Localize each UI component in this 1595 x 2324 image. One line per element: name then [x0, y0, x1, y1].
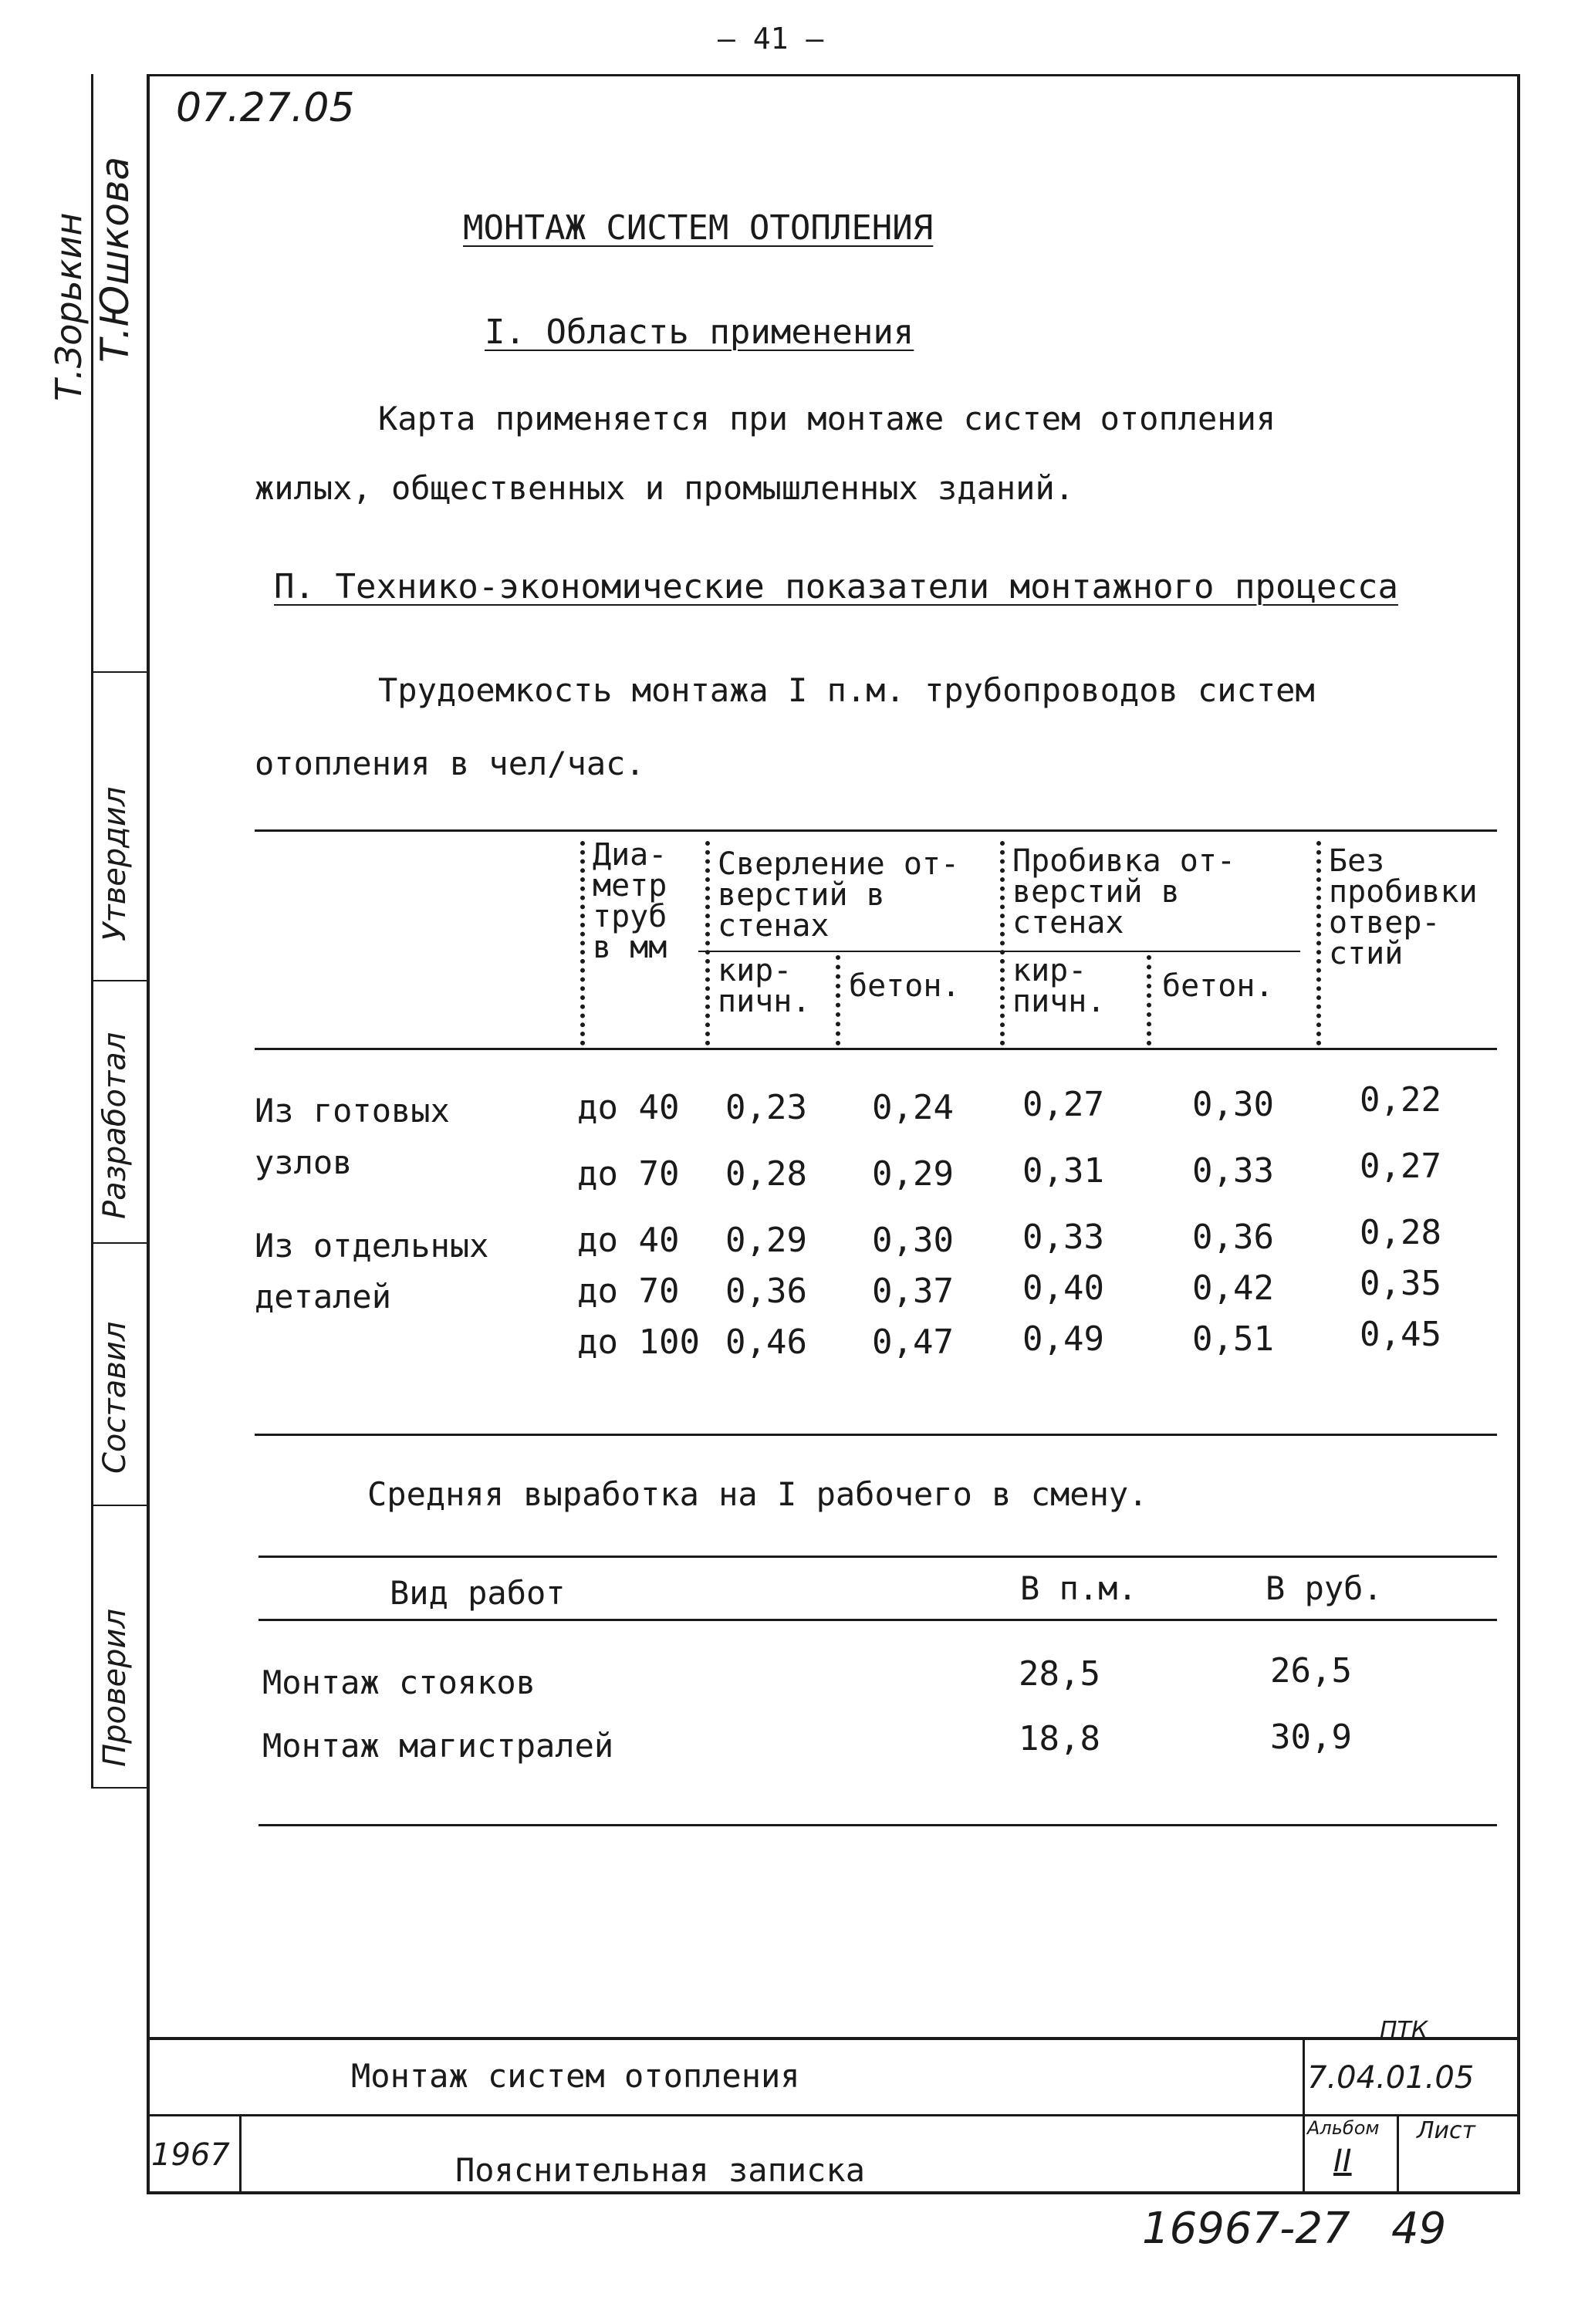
row-label: деталей [255, 1278, 392, 1316]
cell-rubles: 30,9 [1270, 1718, 1352, 1757]
stamp-code: 7.04.01.05 [1307, 2060, 1475, 2096]
cell-value: 0,30 [872, 1221, 954, 1260]
stamp-title: Монтаж систем отопления [351, 2057, 800, 2095]
row-label: Из отдельных [255, 1227, 489, 1265]
table2-top-rule [259, 1556, 1497, 1558]
margin-note-role: Разработал [97, 1032, 133, 1219]
section1-heading: I. Область применения [485, 312, 914, 352]
section2-text-line: отопления в чел/час. [255, 745, 645, 782]
stamp-year: 1967 [151, 2137, 230, 2173]
stamp-middle-rule [147, 2114, 1520, 2116]
subheader-brick: кир- пичн. [1012, 953, 1106, 1019]
header-no-holes: Без пробивки отвер- стий [1329, 843, 1478, 971]
cell-value: 0,47 [872, 1322, 954, 1362]
cell-value: 0,29 [872, 1154, 954, 1194]
header-work-type: Вид работ [390, 1574, 566, 1612]
cell-value: 0,22 [1360, 1080, 1441, 1120]
cell-value: 0,33 [1022, 1218, 1104, 1257]
row-diameter: до 40 [577, 1221, 680, 1260]
cell-value: 0,49 [1022, 1319, 1104, 1359]
cell-value: 0,30 [1192, 1085, 1274, 1124]
cell-value: 0,36 [1192, 1218, 1274, 1257]
output-heading: Средняя выработка на I рабочего в смену. [367, 1475, 1148, 1513]
row-label: Из готовых [255, 1092, 450, 1130]
section1-text-line: жилых, общественных и промышленных зданий. [255, 469, 1075, 507]
margin-note-signature: Т.Юшкова [93, 156, 137, 363]
row-diameter: до 100 [577, 1322, 700, 1362]
cell-value: 0,35 [1360, 1264, 1441, 1303]
table2-header-rule [259, 1619, 1497, 1621]
header-rubles: В руб. [1266, 1569, 1383, 1607]
cell-value: 0,33 [1192, 1151, 1274, 1191]
subheader-concrete: бетон. [1162, 968, 1274, 1004]
header-drilling: Сверление от- верстий в стенах [718, 846, 960, 944]
section2-text-line: Трудоемкость монтажа I п.м. трубопроводов систем [378, 671, 1315, 709]
cell-value: 0,27 [1360, 1147, 1441, 1186]
stamp-ptk: ПТК [1380, 2017, 1428, 2044]
cell-value: 0,51 [1192, 1319, 1274, 1359]
table-sub-rule [698, 951, 1300, 952]
header-punching: Пробивка от- верстий в стенах [1012, 843, 1235, 941]
cell-value: 0,27 [1022, 1085, 1104, 1124]
section2-heading: П. Технико-экономические показатели монтажного процесса [274, 567, 1398, 606]
stamp-album-label: Альбом [1307, 2117, 1380, 2139]
cell-value: 0,28 [725, 1154, 807, 1194]
cell-value: 0,45 [1360, 1315, 1441, 1354]
table-top-rule [255, 829, 1497, 832]
page-number-top: — 41 — [718, 22, 824, 56]
stamp-subtitle: Пояснительная записка [455, 2151, 866, 2189]
frame-right-line [1517, 74, 1520, 2193]
cell-value: 0,31 [1022, 1151, 1104, 1191]
cell-value: 0,40 [1022, 1268, 1104, 1308]
cell-value: 0,23 [725, 1088, 807, 1127]
frame-bottom-line [147, 2191, 1520, 2194]
section1-text-line: Карта применяется при монтаже систем отопления [378, 400, 1276, 437]
bottom-number: 16967-27 49 [1142, 2204, 1447, 2254]
page-title: МОНТАЖ СИСТЕМ ОТОПЛЕНИЯ [463, 208, 934, 248]
cell-value: 0,37 [872, 1272, 954, 1311]
row-diameter: до 40 [577, 1088, 680, 1127]
cell-value: 0,46 [725, 1322, 807, 1362]
header-diameter: Диа- метр труб в мм [593, 837, 667, 965]
cell-meters: 28,5 [1019, 1654, 1100, 1694]
stamp-sheet-label: Лист [1417, 2117, 1476, 2144]
cell-meters: 18,8 [1019, 1719, 1100, 1758]
cell-value: 0,42 [1192, 1268, 1274, 1308]
row-diameter: до 70 [577, 1272, 680, 1311]
margin-note-signature: Т.Зорькин [48, 212, 90, 401]
stamp-top-rule [147, 2037, 1520, 2040]
cell-value: 0,29 [725, 1221, 807, 1260]
margin-note-role: Составил [97, 1321, 133, 1474]
row-name: Монтаж магистралей [262, 1727, 614, 1765]
stamp-album-value: II [1333, 2143, 1352, 2179]
cell-value: 0,24 [872, 1088, 954, 1127]
cell-rubles: 26,5 [1270, 1651, 1352, 1691]
table2-bottom-rule [259, 1824, 1497, 1826]
margin-note-role: Утвердил [97, 786, 133, 941]
row-diameter: до 70 [577, 1154, 680, 1194]
row-name: Монтаж стояков [262, 1664, 536, 1701]
doc-code: 07.27.05 [176, 85, 355, 131]
row-label: узлов [255, 1143, 353, 1181]
table-bottom-rule [255, 1434, 1497, 1436]
frame-left-line [147, 74, 150, 2193]
header-meters: В п.м. [1020, 1569, 1137, 1607]
cell-value: 0,28 [1360, 1213, 1441, 1252]
margin-note-role: Проверил [97, 1608, 133, 1767]
frame-top-line [147, 74, 1520, 76]
cell-value: 0,36 [725, 1272, 807, 1311]
subheader-brick: кир- пичн. [718, 953, 811, 1019]
table-header-rule [255, 1048, 1497, 1050]
subheader-concrete: бетон. [849, 968, 961, 1004]
